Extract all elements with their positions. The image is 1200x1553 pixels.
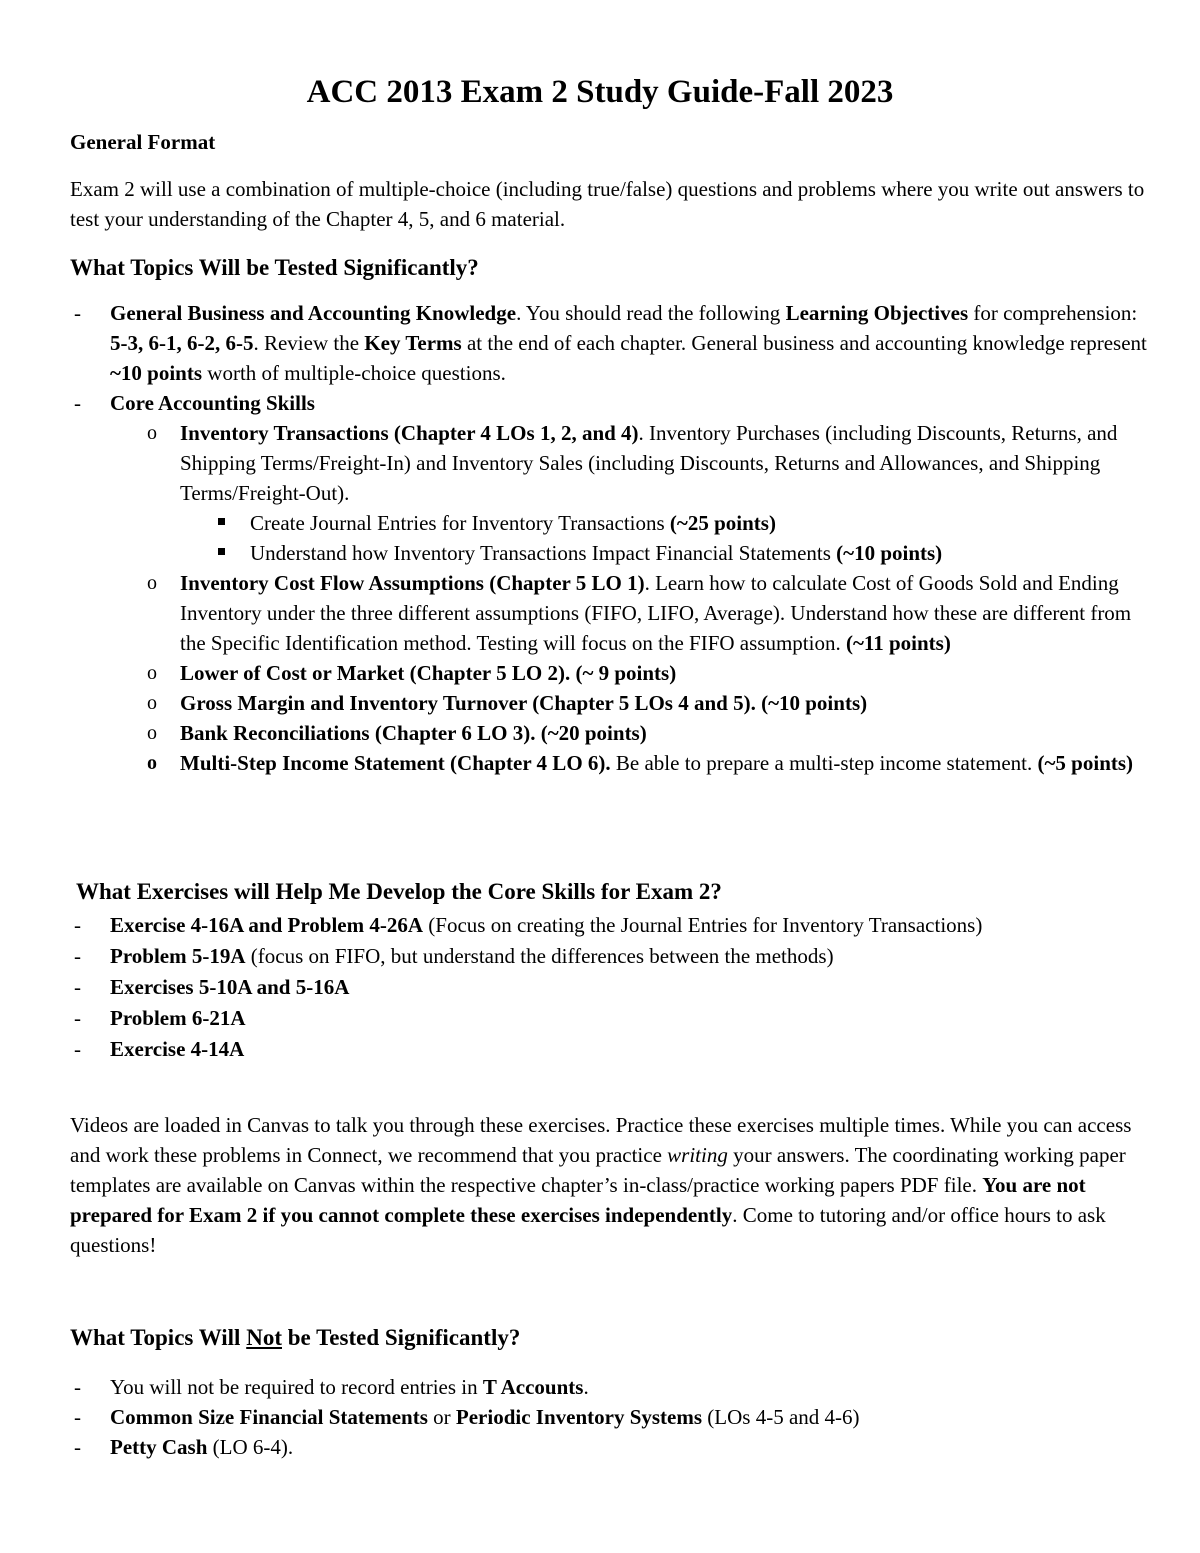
exercises-list: [70, 910, 1150, 1064]
general-format-text: Exam 2 will use a combination of multiple-choice (including true/false) questions and problems where you write out answers to test your understanding of the Chapter 4, 5, and 6 material.: [70, 177, 1145, 231]
list-item: [70, 972, 1150, 1002]
list-item: [70, 688, 1150, 718]
item-label: Gross Margin and Inventory Turnover (Chapter 5 LOs 4 and 5): [180, 691, 751, 715]
item-text: (LO 6-4).: [207, 1435, 294, 1459]
item-label: Petty Cash: [110, 1435, 208, 1459]
item-label: Periodic Inventory Systems: [455, 1405, 703, 1429]
circle-bullet: o: [147, 572, 157, 594]
list-item: [70, 388, 1150, 418]
list-item: [70, 941, 1150, 971]
item-label: Exercise 4-16A and Problem 4-26A: [110, 913, 424, 937]
item-text: . You should read the following: [516, 301, 786, 325]
item-text: Create Journal Entries for Inventory Transactions: [250, 511, 670, 535]
circle-bullet: o: [147, 692, 157, 714]
page-title: ACC 2013 Exam 2 Study Guide-Fall 2023: [306, 74, 894, 110]
list-item: [70, 418, 1150, 508]
circle-bullet: o: [147, 722, 157, 744]
dash-bullet: -: [74, 301, 81, 325]
not-tested-heading: [70, 1322, 520, 1354]
general-format-heading: General Format: [70, 130, 216, 154]
list-item: [70, 1402, 1150, 1432]
square-bullet: [218, 548, 225, 555]
item-label: Common Size Financial Statements: [110, 1405, 428, 1429]
item-points: . (~ 9 points): [564, 661, 677, 685]
tested-heading: What Topics Will be Tested Significantly?: [70, 255, 479, 280]
item-text: .: [583, 1375, 589, 1399]
item-text: (LOs 4-5 and 4-6): [702, 1405, 860, 1429]
item-points: (~5 points): [1037, 751, 1134, 775]
item-text: You will not be required to record entries in: [110, 1375, 483, 1399]
dash-bullet: -: [74, 391, 81, 415]
para-text: your answers. The coordinating working paper templates are available on Canvas within the respective chapter’s in-class/practice working papers PDF file.: [70, 1143, 1126, 1197]
item-text: worth of multiple-choice questions.: [202, 361, 506, 385]
item-label: Bank Reconciliations (Chapter 6 LO 3). (~20 points): [180, 721, 647, 745]
item-text: at the end of each chapter. General business and accounting knowledge represent: [461, 331, 1147, 355]
item-text: . Inventory Purchases (including Discounts, Returns, and Shipping Terms/Freight-In) and Inventory Sales (including Discounts, Returns and Allowances, and Shipping Terms/Freight-Out).: [180, 421, 1118, 505]
list-item: [70, 508, 1150, 538]
item-label: Inventory Transactions (Chapter 4 LOs 1, 2, and 4): [180, 421, 639, 445]
para-text: . Come to tutoring and/or office hours to ask questions!: [70, 1203, 1106, 1257]
list-item: [70, 1372, 1150, 1402]
list-item: [70, 298, 1150, 388]
list-item: [70, 1432, 1150, 1462]
exercises-heading: What Exercises will Help Me Develop the Core Skills for Exam 2?: [76, 879, 722, 904]
list-item: [70, 1003, 1150, 1033]
heading-underlined: Not: [246, 1325, 282, 1350]
heading-part: What Topics Will: [70, 1325, 247, 1350]
dash-bullet: -: [74, 1037, 81, 1061]
dash-bullet: -: [74, 944, 81, 968]
item-label: T Accounts: [482, 1375, 584, 1399]
circle-bullet: o: [147, 752, 157, 774]
list-item: [70, 658, 1150, 688]
not-tested-list: [70, 1372, 1150, 1462]
item-text: for comprehension:: [968, 301, 1138, 325]
item-bold: Key Terms: [364, 331, 462, 355]
item-label: Exercises 5-10A and 5-16A: [110, 975, 350, 999]
circle-bullet: o: [147, 662, 157, 684]
item-label: Lower of Cost or Market (Chapter 5 LO 2): [180, 661, 565, 685]
item-text: . Review the: [253, 331, 365, 355]
item-text: Be able to prepare a multi-step income statement.: [610, 751, 1038, 775]
item-points: (~10 points): [836, 541, 943, 565]
dash-bullet: -: [74, 1006, 81, 1030]
item-label: Problem 5-19A: [110, 944, 246, 968]
item-label: General Business and Accounting Knowledge: [110, 301, 517, 325]
videos-paragraph: [70, 1110, 1145, 1260]
item-label: Core Accounting Skills: [110, 391, 315, 415]
item-text: (focus on FIFO, but understand the differences between the methods): [245, 944, 834, 968]
item-label: Multi-Step Income Statement (Chapter 4 LO 6).: [180, 751, 611, 775]
list-item: [70, 1034, 1150, 1064]
para-italic: writing: [667, 1143, 728, 1167]
item-bold: 5-3, 6-1, 6-2, 6-5: [110, 331, 254, 355]
dash-bullet: -: [74, 1375, 81, 1399]
item-points: (~11 points): [845, 631, 951, 655]
item-points: (~25 points): [669, 511, 776, 535]
dash-bullet: -: [74, 1435, 81, 1459]
list-item: [70, 568, 1150, 658]
item-text: Understand how Inventory Transactions Impact Financial Statements: [250, 541, 837, 565]
circle-bullet: o: [147, 422, 157, 444]
list-item: [70, 718, 1150, 748]
square-bullet: [218, 518, 225, 525]
dash-bullet: -: [74, 1405, 81, 1429]
list-item: [70, 538, 1150, 568]
list-item: [70, 910, 1150, 940]
tested-list: [70, 298, 1150, 778]
dash-bullet: -: [74, 975, 81, 999]
item-bold: ~10 points: [110, 361, 203, 385]
para-bold: You are not prepared for Exam 2 if you cannot complete these exercises independently: [70, 1173, 1086, 1227]
item-label: Problem 6-21A: [110, 1006, 246, 1030]
item-bold: Learning Objectives: [785, 301, 969, 325]
item-label: Exercise 4-14A: [110, 1037, 245, 1061]
heading-part: be Tested Significantly?: [281, 1325, 521, 1350]
dash-bullet: -: [74, 913, 81, 937]
item-text: . Learn how to calculate Cost of Goods Sold and Ending Inventory under the three different assumptions (FIFO, LIFO, Average). Understand how these are different from the Specific Identification method. Testing will focus on the FIFO assumption.: [180, 571, 1132, 655]
item-text: (Focus on creating the Journal Entries for Inventory Transactions): [423, 913, 983, 937]
para-text: Videos are loaded in Canvas to talk you through these exercises. Practice these exercises multiple times. While you can access and work these problems in Connect, we recommend that you practice: [70, 1113, 1132, 1167]
item-text: or: [427, 1405, 456, 1429]
item-points: . (~10 points): [750, 691, 868, 715]
list-item: [70, 748, 1150, 778]
item-label: Inventory Cost Flow Assumptions (Chapter 5 LO 1): [180, 571, 645, 595]
